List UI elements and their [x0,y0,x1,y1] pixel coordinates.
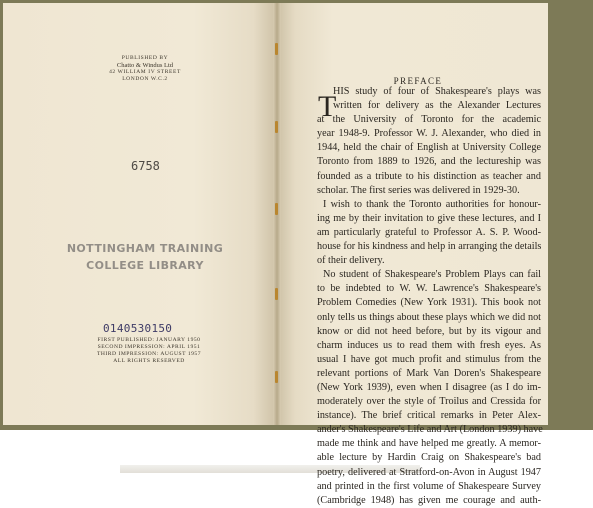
text-line: to be indebted to W. W. Lawrence's Shakespeare's [317,283,541,295]
text-line: No student of Shakespeare's Problem Plays can fail [323,269,541,281]
publisher-imprint [95,55,195,83]
impression-line: FIRST PUBLISHED: JANUARY 1950 [97,337,201,343]
text-line: and printed in the first volume of Shakespeare Survey [317,480,541,492]
text-line: am particularly grateful to Professor A. S. P. Wood- [317,226,541,238]
text-line: (New York 1939), even when I disagree (as I do im- [317,381,541,393]
text-line: written for delivery as the Alexander Lectures [333,100,541,112]
text-line: of their delivery. [317,255,385,267]
text-line: charm induces us to read them with fresh eyes. As [317,339,541,351]
rights-reserved: ALL RIGHTS RESERVED [113,357,185,364]
text-line: moderately over the style of Troilus and Cressida for [317,396,541,408]
text-line: 1944, held the chair of English at University College [317,142,541,154]
impression-line: SECOND IMPRESSION: APRIL 1951 [97,343,201,350]
text-line: Problem Comedies (New York 1931). This book not [317,297,541,309]
library-stamp-line: COLLEGE LIBRARY [86,258,204,272]
text-line: founded as a tribute to his distinction as teacher and [317,170,541,182]
publisher-name: Chatto & Windus Ltd [116,61,174,69]
binding-stitch [275,371,278,383]
binding-stitch [275,43,278,55]
text-line: only tells us things about these plays which we did not [317,311,541,323]
text-line: I wish to thank the Toronto authorities for honour- [323,198,541,210]
text-line: house for his kindness and help in arranging the details [317,241,542,253]
text-line: ing me by their invitation to give these lectures, and I [317,212,541,224]
impressions-list [81,337,217,365]
text-line: instance). The brief critical remarks in Peter Alex- [317,410,541,422]
text-line: know or did not heed before, but by its vigour and [317,325,541,337]
text-line: ander's Shakespeare's Life and Art (London 1939) have [317,424,543,436]
text-line: made me think and have helped me greatly. A memor- [317,438,541,450]
text-line: relevant portions of Mark Van Doren's Shakespeare [317,367,541,379]
library-stamp-line: NOTTINGHAM TRAINING [66,242,224,255]
publisher-city: LONDON W.C.2 [122,75,168,82]
text-line: scholar. The first series was delivered in 1929-30. [317,184,520,196]
preface-title: PREFACE [393,76,443,86]
text-line: poetry, delivered at Stratford-on-Avon in August 1947 [317,466,541,478]
text-line: able lecture by Hardin Craig on Shakespeare's bad [317,452,541,464]
impression-line: THIRD IMPRESSION: AUGUST 1957 [96,350,202,357]
handwritten-number: 0140530150 [103,322,173,335]
publisher-line: PUBLISHED BY [121,55,169,61]
text-line: HIS study of four of Shakespeare's plays was [333,86,541,97]
text-line: Toronto from 1889 to 1926, and the lectureship was [317,156,541,168]
publisher-address: 42 WILLIAM IV STREET [109,69,181,76]
open-book [3,3,548,506]
library-stamp [65,241,225,274]
text-line: (Cambridge 1948) has given me courage and auth- [317,494,541,506]
text-line: year 1948-9. Professor W. J. Alexander, who died in [317,128,541,140]
text-line: at the University of Toronto for the academic [317,114,541,126]
binding-stitch [275,203,278,215]
preface-text [317,85,541,508]
binding-stitch [275,121,278,133]
drop-cap: T [318,90,337,123]
text-line: usual I have got much profit and stimulus from the [317,353,541,365]
accession-number: 6758 [131,159,160,173]
binding-stitch [275,288,278,300]
